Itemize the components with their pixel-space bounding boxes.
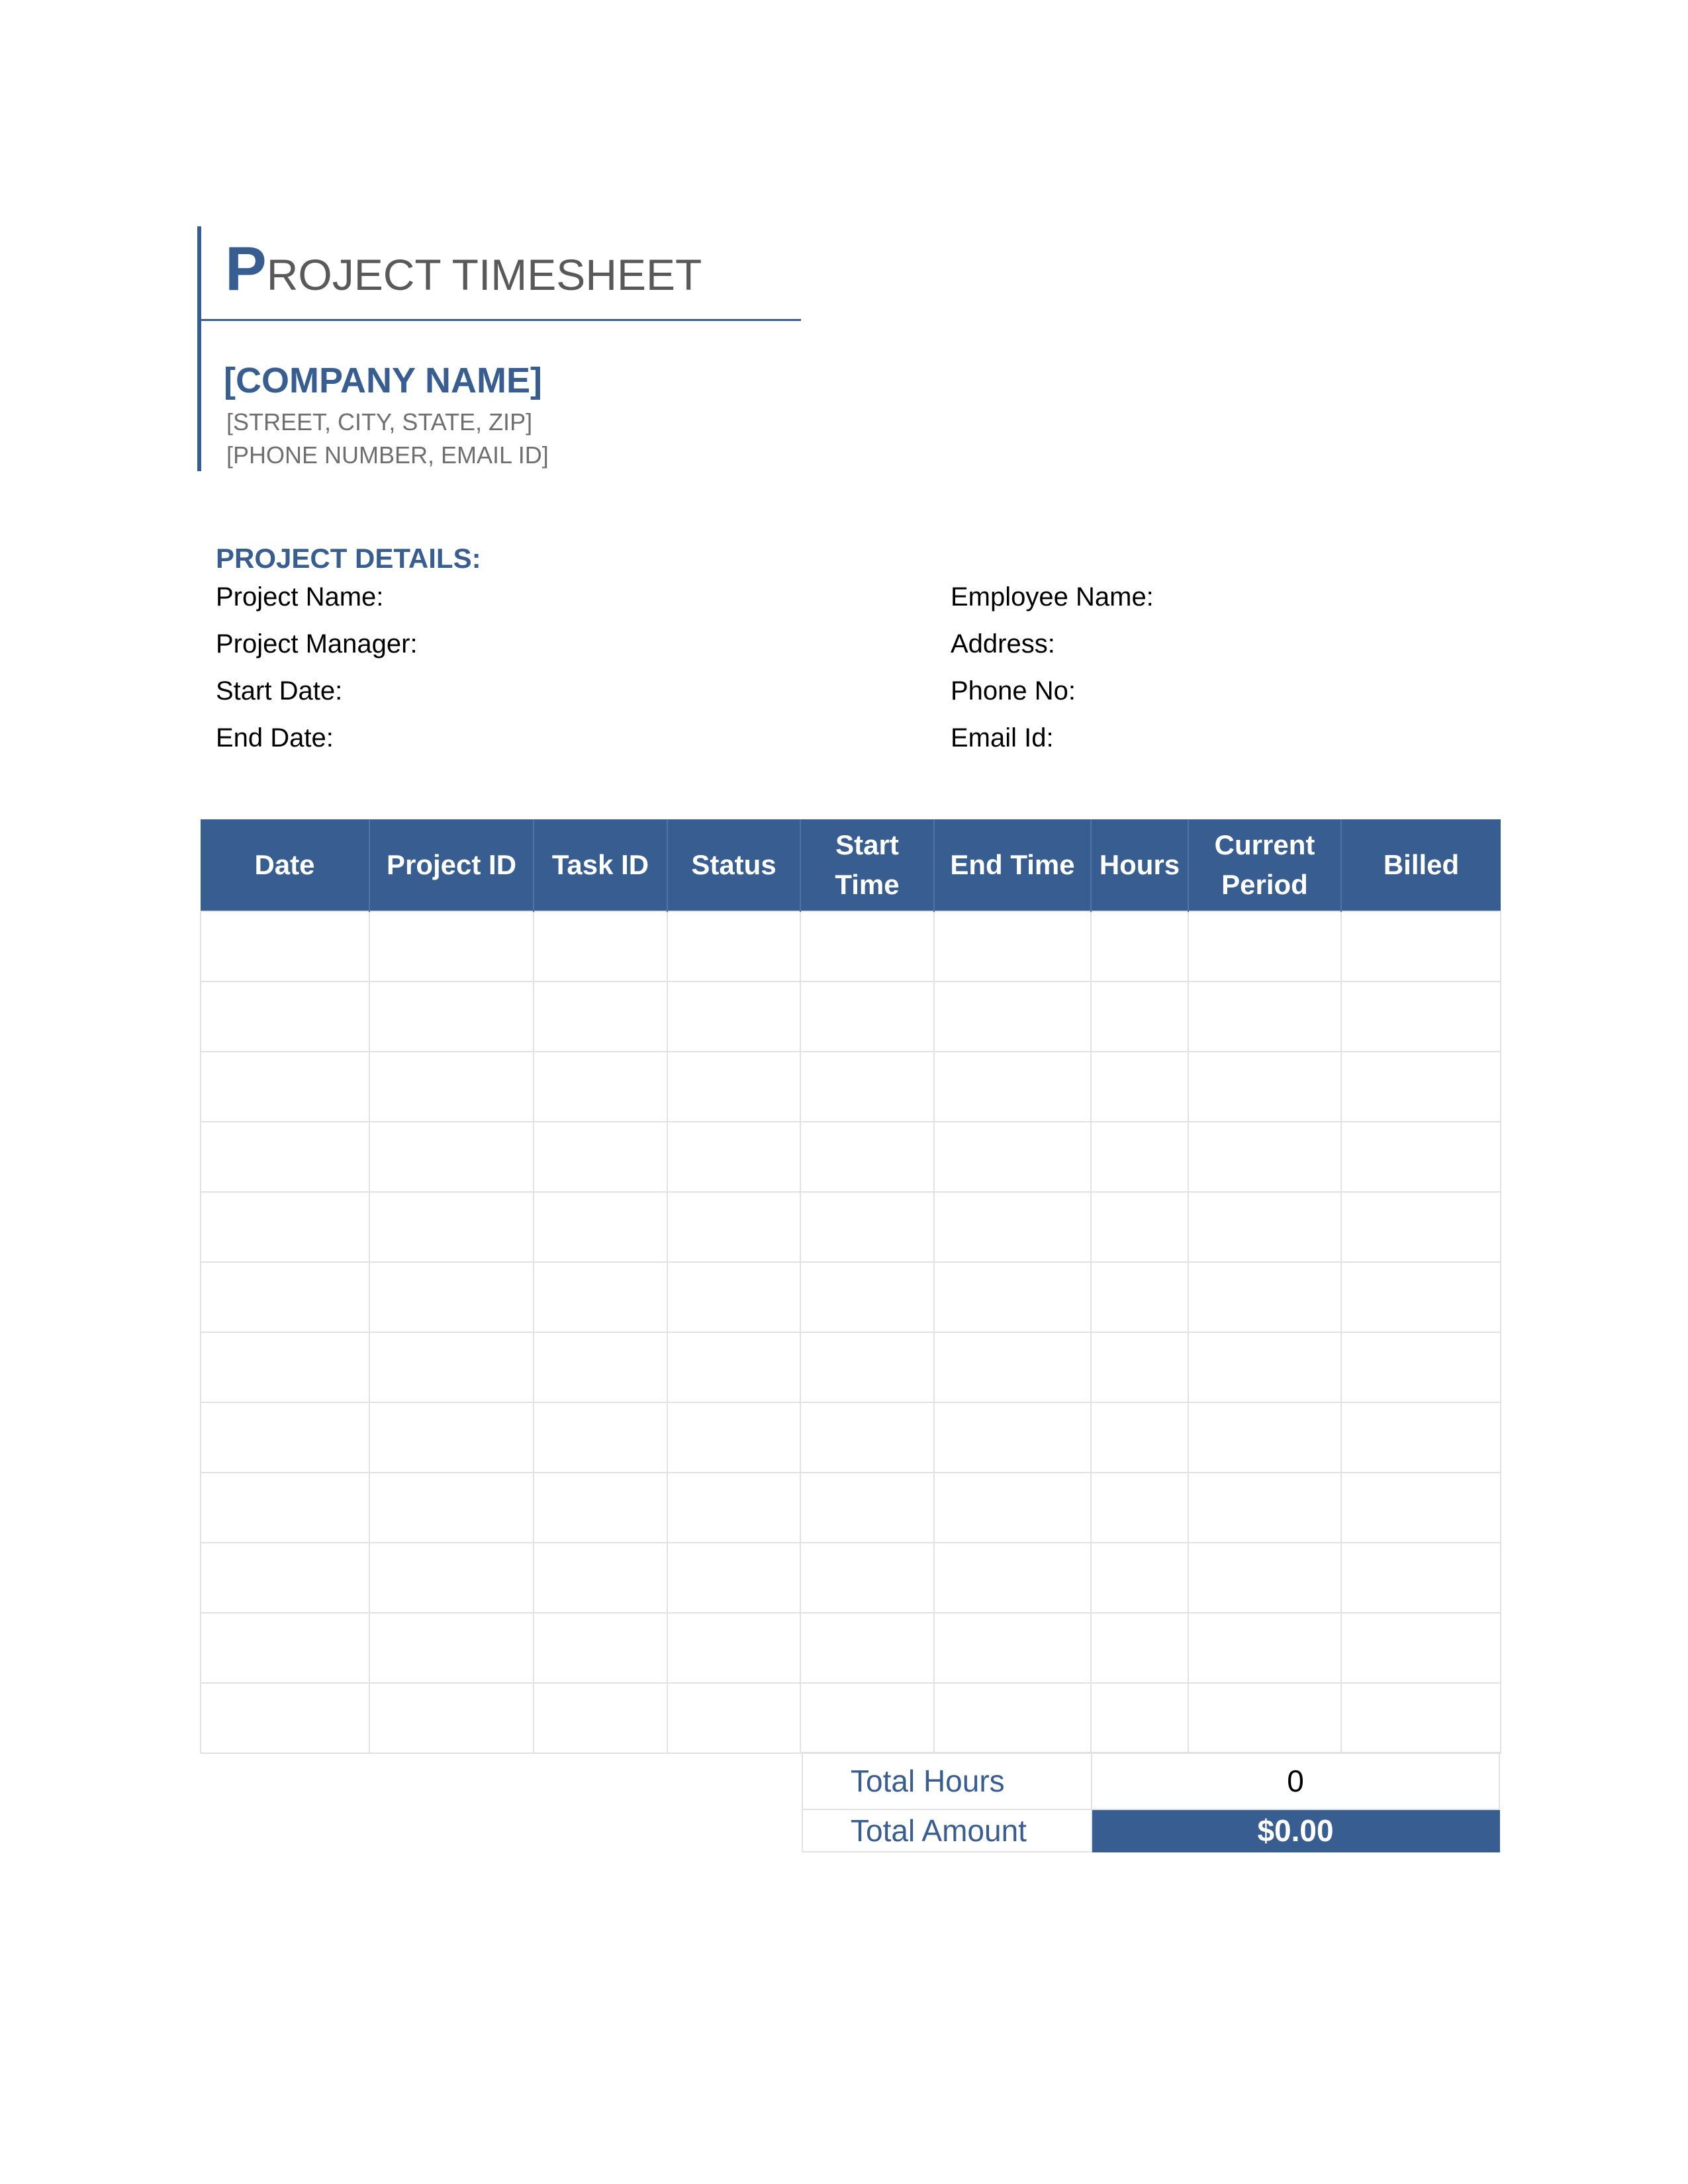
cell-end-time[interactable] — [934, 981, 1091, 1052]
table-row — [201, 911, 1501, 981]
cell-task-id[interactable] — [534, 1402, 667, 1473]
cell-end-time[interactable] — [934, 1473, 1091, 1543]
cell-start-time[interactable] — [800, 1332, 934, 1402]
column-header-status: Status — [667, 819, 800, 911]
table-row — [201, 1122, 1501, 1192]
cell-project-id[interactable] — [369, 1473, 534, 1543]
cell-hours[interactable] — [1091, 1683, 1188, 1753]
cell-start-time[interactable] — [800, 1402, 934, 1473]
cell-project-id[interactable] — [369, 1402, 534, 1473]
phone-label[interactable]: Phone No: — [951, 676, 1076, 705]
cell-billed[interactable] — [1341, 1262, 1501, 1332]
table-row — [201, 1332, 1501, 1402]
cell-end-time[interactable] — [934, 1402, 1091, 1473]
cell-end-time[interactable] — [934, 1613, 1091, 1683]
employee-name-label[interactable]: Employee Name: — [951, 582, 1154, 612]
column-header-date: Date — [201, 819, 369, 911]
cell-date[interactable] — [201, 1543, 369, 1613]
table-header-row — [201, 819, 1501, 911]
cell-date[interactable] — [201, 1122, 369, 1192]
project-name-label[interactable]: Project Name: — [216, 582, 384, 612]
total-amount-value: $0.00 — [1092, 1809, 1499, 1852]
column-header-current-period: Current Period — [1188, 819, 1341, 911]
cell-start-time[interactable] — [800, 1683, 934, 1753]
cell-end-time[interactable] — [934, 1122, 1091, 1192]
cell-project-id[interactable] — [369, 1052, 534, 1122]
title-rest: ROJECT TIMESHEET — [266, 250, 702, 299]
cell-hours[interactable] — [1091, 981, 1188, 1052]
cell-status[interactable] — [667, 1192, 800, 1262]
column-header-start-time: Start Time — [800, 819, 934, 911]
cell-end-time[interactable] — [934, 1262, 1091, 1332]
total-amount-label: Total Amount — [802, 1809, 1092, 1852]
company-address[interactable]: [STREET, CITY, STATE, ZIP] — [226, 408, 533, 435]
cell-date[interactable] — [201, 1262, 369, 1332]
cell-task-id[interactable] — [534, 911, 667, 981]
cell-project-id[interactable] — [369, 1543, 534, 1613]
cell-date[interactable] — [201, 1683, 369, 1753]
totals-table — [802, 1752, 1500, 1852]
cell-end-time[interactable] — [934, 1192, 1091, 1262]
cell-status[interactable] — [667, 981, 800, 1052]
cell-current-period[interactable] — [1188, 1052, 1341, 1122]
timesheet-body — [201, 911, 1501, 1753]
cell-project-id[interactable] — [369, 1683, 534, 1753]
column-header-project-id: Project ID — [369, 819, 534, 911]
total-amount-row — [802, 1809, 1499, 1852]
table-row — [201, 1402, 1501, 1473]
cell-status[interactable] — [667, 1332, 800, 1402]
cell-project-id[interactable] — [369, 1613, 534, 1683]
cell-task-id[interactable] — [534, 1122, 667, 1192]
cell-date[interactable] — [201, 1473, 369, 1543]
cell-billed[interactable] — [1341, 981, 1501, 1052]
table-row — [201, 1192, 1501, 1262]
cell-end-time[interactable] — [934, 1052, 1091, 1122]
address-label[interactable]: Address: — [951, 629, 1055, 659]
column-header-billed: Billed — [1341, 819, 1501, 911]
table-row — [201, 1052, 1501, 1122]
cell-hours[interactable] — [1091, 1473, 1188, 1543]
cell-billed[interactable] — [1341, 1332, 1501, 1402]
cell-hours[interactable] — [1091, 1262, 1188, 1332]
cell-current-period[interactable] — [1188, 1192, 1341, 1262]
cell-project-id[interactable] — [369, 981, 534, 1052]
title-underline — [201, 319, 801, 321]
cell-task-id[interactable] — [534, 1262, 667, 1332]
cell-current-period[interactable] — [1188, 1122, 1341, 1192]
cell-date[interactable] — [201, 1402, 369, 1473]
cell-status[interactable] — [667, 1262, 800, 1332]
cell-project-id[interactable] — [369, 1122, 534, 1192]
cell-start-time[interactable] — [800, 1473, 934, 1543]
cell-billed[interactable] — [1341, 1192, 1501, 1262]
cell-hours[interactable] — [1091, 1543, 1188, 1613]
cell-start-time[interactable] — [800, 1262, 934, 1332]
cell-status[interactable] — [667, 1683, 800, 1753]
cell-date[interactable] — [201, 1192, 369, 1262]
cell-status[interactable] — [667, 911, 800, 981]
cell-billed[interactable] — [1341, 1122, 1501, 1192]
project-manager-label[interactable]: Project Manager: — [216, 629, 418, 659]
cell-billed[interactable] — [1341, 1473, 1501, 1543]
cell-task-id[interactable] — [534, 1052, 667, 1122]
start-date-label[interactable]: Start Date: — [216, 676, 343, 705]
project-details-heading: PROJECT DETAILS: — [216, 543, 481, 574]
table-row — [201, 1683, 1501, 1753]
cell-hours[interactable] — [1091, 911, 1188, 981]
cell-date[interactable] — [201, 911, 369, 981]
cell-project-id[interactable] — [369, 1192, 534, 1262]
cell-billed[interactable] — [1341, 1543, 1501, 1613]
total-hours-label: Total Hours — [802, 1752, 1092, 1809]
cell-billed[interactable] — [1341, 911, 1501, 981]
cell-date[interactable] — [201, 1332, 369, 1402]
cell-start-time[interactable] — [800, 1192, 934, 1262]
cell-status[interactable] — [667, 1473, 800, 1543]
cell-project-id[interactable] — [369, 1262, 534, 1332]
timesheet-table — [200, 819, 1501, 1754]
total-hours-row — [802, 1752, 1499, 1809]
cell-start-time[interactable] — [800, 1543, 934, 1613]
cell-hours[interactable] — [1091, 1192, 1188, 1262]
total-hours-value: 0 — [1092, 1752, 1499, 1809]
cell-hours[interactable] — [1091, 1613, 1188, 1683]
cell-task-id[interactable] — [534, 1543, 667, 1613]
cell-current-period[interactable] — [1188, 1402, 1341, 1473]
cell-start-time[interactable] — [800, 981, 934, 1052]
cell-current-period[interactable] — [1188, 1613, 1341, 1683]
cell-task-id[interactable] — [534, 1332, 667, 1402]
cell-start-time[interactable] — [800, 1052, 934, 1122]
document-title — [225, 236, 702, 308]
cell-date[interactable] — [201, 1052, 369, 1122]
cell-current-period[interactable] — [1188, 1683, 1341, 1753]
cell-status[interactable] — [667, 1613, 800, 1683]
cell-project-id[interactable] — [369, 911, 534, 981]
cell-current-period[interactable] — [1188, 911, 1341, 981]
cell-hours[interactable] — [1091, 1402, 1188, 1473]
cell-hours[interactable] — [1091, 1052, 1188, 1122]
cell-start-time[interactable] — [800, 911, 934, 981]
cell-current-period[interactable] — [1188, 1543, 1341, 1613]
table-row — [201, 1262, 1501, 1332]
end-date-label[interactable]: End Date: — [216, 723, 334, 752]
cell-billed[interactable] — [1341, 1052, 1501, 1122]
table-row — [201, 1613, 1501, 1683]
cell-current-period[interactable] — [1188, 981, 1341, 1052]
cell-status[interactable] — [667, 1543, 800, 1613]
column-header-end-time: End Time — [934, 819, 1091, 911]
cell-task-id[interactable] — [534, 981, 667, 1052]
cell-billed[interactable] — [1341, 1683, 1501, 1753]
cell-task-id[interactable] — [534, 1192, 667, 1262]
company-name[interactable]: [COMPANY NAME] — [224, 361, 542, 400]
column-header-hours: Hours — [1091, 819, 1188, 911]
cell-end-time[interactable] — [934, 1683, 1091, 1753]
cell-billed[interactable] — [1341, 1613, 1501, 1683]
cell-project-id[interactable] — [369, 1332, 534, 1402]
cell-end-time[interactable] — [934, 1543, 1091, 1613]
cell-end-time[interactable] — [934, 1332, 1091, 1402]
column-header-task-id: Task ID — [534, 819, 667, 911]
cell-status[interactable] — [667, 1122, 800, 1192]
cell-current-period[interactable] — [1188, 1262, 1341, 1332]
email-label[interactable]: Email Id: — [951, 723, 1054, 752]
cell-date[interactable] — [201, 981, 369, 1052]
table-row — [201, 981, 1501, 1052]
cell-start-time[interactable] — [800, 1122, 934, 1192]
cell-task-id[interactable] — [534, 1473, 667, 1543]
table-row — [201, 1543, 1501, 1613]
cell-billed[interactable] — [1341, 1402, 1501, 1473]
cell-date[interactable] — [201, 1613, 369, 1683]
cell-current-period[interactable] — [1188, 1473, 1341, 1543]
cell-hours[interactable] — [1091, 1122, 1188, 1192]
cell-end-time[interactable] — [934, 911, 1091, 981]
cell-status[interactable] — [667, 1052, 800, 1122]
cell-start-time[interactable] — [800, 1613, 934, 1683]
company-contact[interactable]: [PHONE NUMBER, EMAIL ID] — [226, 441, 549, 469]
table-row — [201, 1473, 1501, 1543]
cell-task-id[interactable] — [534, 1613, 667, 1683]
cell-current-period[interactable] — [1188, 1332, 1341, 1402]
cell-task-id[interactable] — [534, 1683, 667, 1753]
cell-status[interactable] — [667, 1402, 800, 1473]
header-accent-bar — [197, 226, 201, 471]
title-initial: P — [225, 234, 267, 303]
cell-hours[interactable] — [1091, 1332, 1188, 1402]
